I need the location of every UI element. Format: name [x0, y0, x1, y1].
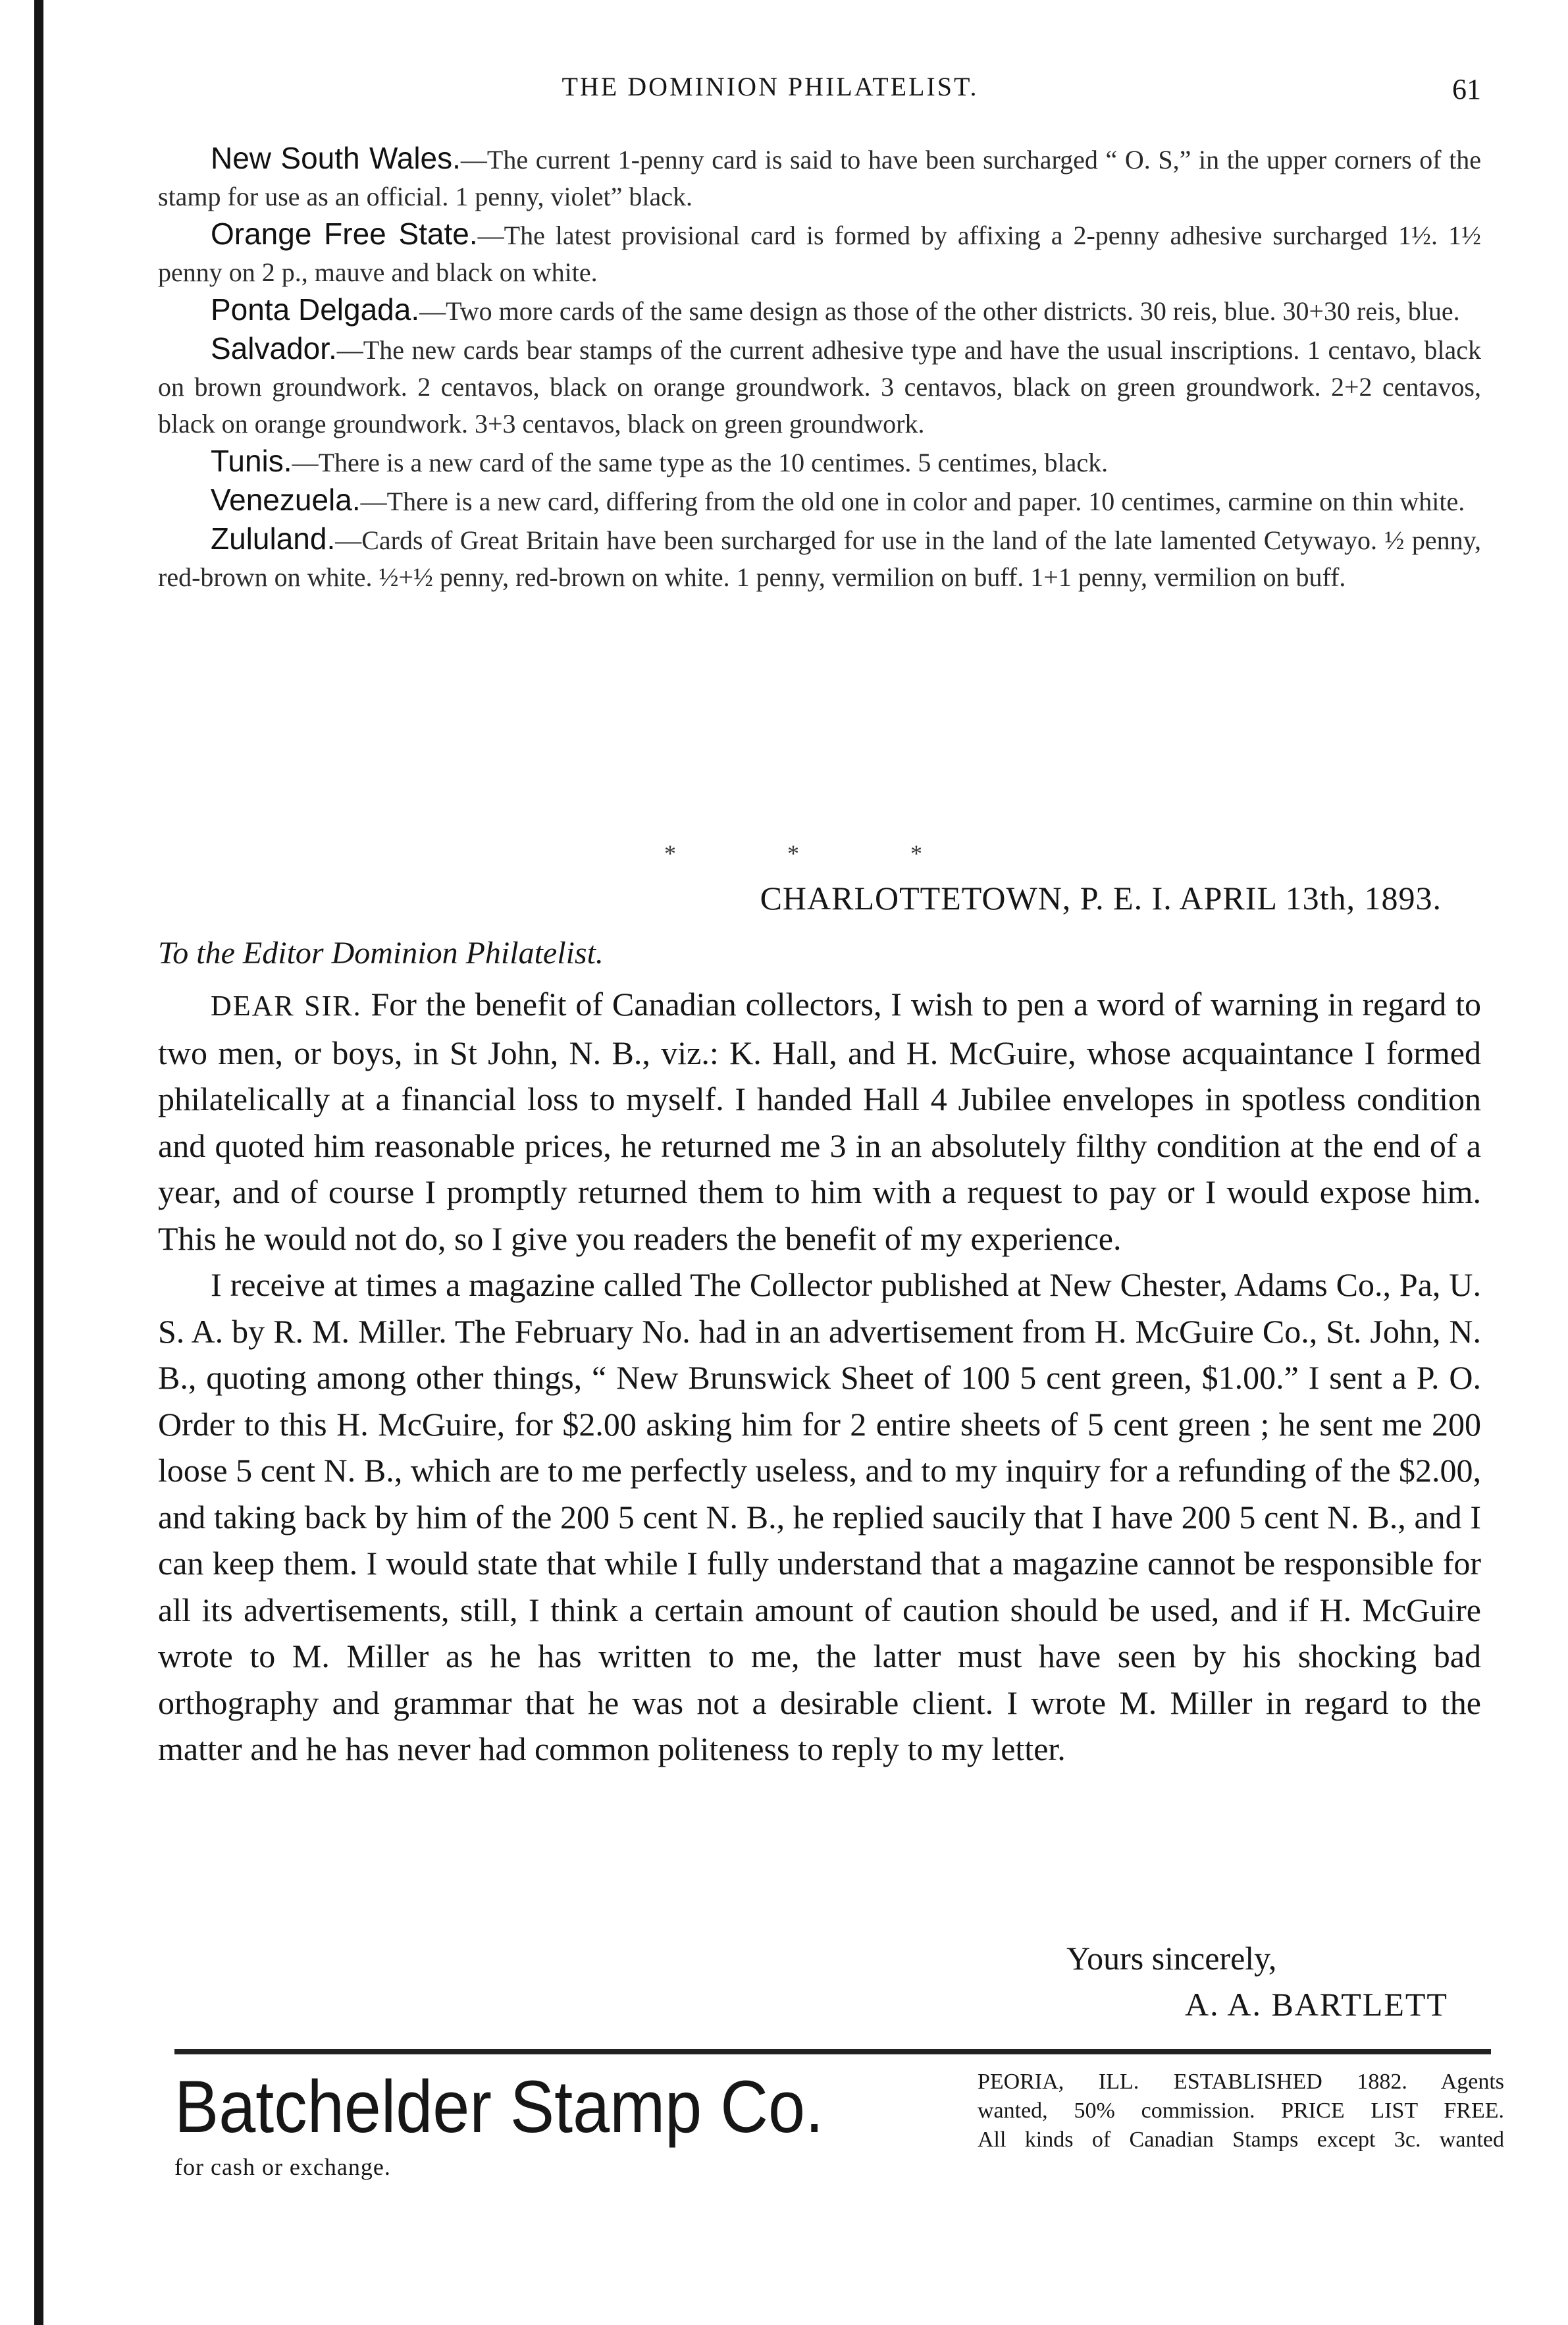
- note-new-south-wales: [158, 140, 1481, 215]
- note-ponta-delgada: [158, 291, 1481, 330]
- note-tunis: [158, 442, 1481, 481]
- note-country: Tunis.: [211, 444, 292, 478]
- advertisement-detail-line: PEORIA, ILL. ESTABLISHED 1882. Agents: [978, 2070, 1504, 2094]
- advertisement-detail-line: All kinds of Canadian Stamps except 3c. wanted: [978, 2127, 1504, 2152]
- note-country: Ponta Delgada.: [211, 292, 420, 327]
- advertisement-rule: [174, 2049, 1491, 2054]
- note-text: —There is a new card, differing from the old one in color and paper. 10 centimes, carmine on thin white.: [360, 487, 1465, 516]
- journal-title: THE DOMINION PHILATELIST.: [562, 72, 979, 101]
- letter-salutation: DEAR SIR.: [211, 990, 362, 1022]
- letter-signature: A. A. BARTLETT: [1185, 1986, 1448, 2023]
- letter-closing: Yours sincerely,: [1066, 1940, 1277, 1977]
- letter-paragraph-text: I receive at times a magazine called The Collector published at New Chester, Adams Co., Pa, U. S. A. by R. M. Miller. The February No. had in an advertisement from H. McGuire Co., St. John, N. B., quoting among other things, “ New Brunswick Sheet of 100 5 cent green, $1.00.” I sent a P. O. Order to this H. McGuire, for $2.00 asking him for 2 entire sheets of 5 cent green ; he sent me 200 loose 5 cent N. B., which are to me perfectly useless, and to my inquiry for a refunding of the $2.00, and taking back by him of the 200 5 cent N. B., he replied saucily that I have 200 5 cent N. B., and I can keep them. I would state that while I fully understand that a magazine cannot be responsible for all its advertisements, still, I think a certain amount of caution should be used, and if H. McGuire wrote to M. Miller as he has written to me, the latter must have seen by his shocking bad orthography and grammar that he was not a desirable client. I wrote M. Miller in regard to the matter and he has never had common politeness to reply to my letter.: [158, 1266, 1481, 1767]
- advertisement-tagline: for cash or exchange.: [174, 2154, 391, 2180]
- letter-paragraph-text: For the benefit of Canadian collectors, I wish to pen a word of warning in regard to two men, or boys, in St John, N. B., viz.: K. Hall, and H. McGuire, whose acquaintance I formed philatelically at a financial loss to myself. I handed Hall 4 Jubilee envelopes in spotless condition and quoted him reasonable prices, he returned me 3 in an absolutely filthy condition at the end of a year, and of course I promptly returned them to him with a request to pay or I would expose him. This he would not do, so I give you readers the benefit of my experience.: [158, 986, 1481, 1257]
- letter-address: To the Editor Dominion Philatelist.: [158, 936, 604, 971]
- note-country: Orange Free State.: [211, 217, 478, 251]
- note-country: Venezuela.: [211, 483, 361, 517]
- running-header: [158, 71, 1481, 111]
- note-country: Zululand.: [211, 521, 336, 556]
- letter-paragraph: [158, 1262, 1481, 1773]
- note-text: —The current 1-penny card is said to have been surcharged “ O. S,” in the upper corners of the stamp for use as an official. 1 penny, violet” black.: [158, 145, 1482, 211]
- note-text: —Cards of Great Britain have been surcharged for use in the land of the late lamented Cetywayo. ½ penny, red-brown on white. ½+½ penny, red-brown on white. 1 penny, vermilion on buff. 1+1 penny, vermilion on buff.: [158, 525, 1481, 592]
- section-separator: * * *: [664, 840, 975, 867]
- note-country: Salvador.: [211, 331, 337, 365]
- advertisement-company: Batchelder Stamp Co.: [174, 2066, 824, 2148]
- note-text: —The latest provisional card is formed by affixing a 2-penny adhesive surcharged 1½. 1½ penny on 2 p., mauve and black on white.: [158, 221, 1482, 287]
- letter-body: [158, 981, 1481, 1773]
- postal-card-notes: [158, 140, 1481, 596]
- advertisement-detail-line: wanted, 50% commission. PRICE LIST FREE.: [978, 2098, 1504, 2123]
- letter-paragraph: [158, 981, 1481, 1262]
- note-venezuela: [158, 481, 1481, 520]
- advertisement-details: [978, 2068, 1504, 2154]
- note-country: New South Wales.: [211, 141, 461, 175]
- note-salvador: [158, 330, 1481, 442]
- note-zululand: [158, 520, 1481, 596]
- note-text: —There is a new card of the same type as the 10 centimes. 5 centimes, black.: [292, 448, 1109, 477]
- page-number: 61: [1452, 73, 1481, 105]
- note-text: —Two more cards of the same design as those of the other districts. 30 reis, blue. 30+30 reis, blue.: [419, 296, 1460, 326]
- note-orange-free-state: [158, 215, 1481, 291]
- letter-dateline: CHARLOTTETOWN, P. E. I. APRIL 13th, 1893.: [760, 880, 1442, 917]
- note-text: —The new cards bear stamps of the current adhesive type and have the usual inscriptions. 1 centavo, black on brown groundwork. 2 centavos, black on orange groundwork. 3 centavos, black on green groundwork. 2+2 centavos, black on orange groundwork. 3+3 centavos, black on green groundwork.: [158, 335, 1481, 439]
- scan-binding-edge: [34, 0, 43, 2325]
